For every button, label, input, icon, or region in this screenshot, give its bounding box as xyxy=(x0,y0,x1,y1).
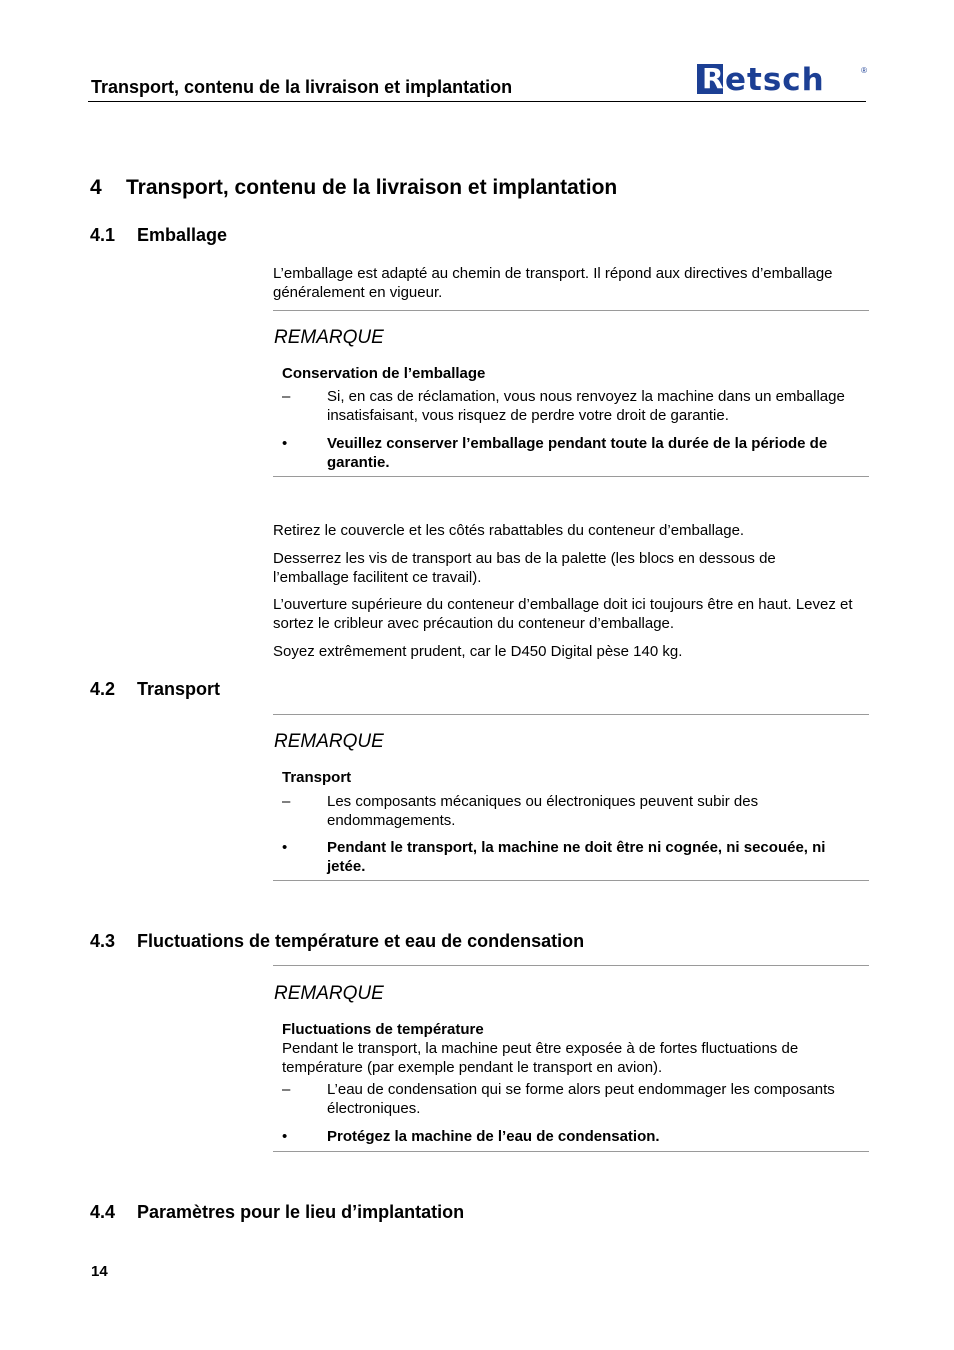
note-bullet-item: Protégez la machine de l’eau de condensation. xyxy=(327,1128,660,1145)
dash-marker: – xyxy=(282,388,291,405)
section-heading-4-1 xyxy=(90,225,227,246)
note-bottom-rule xyxy=(273,880,869,881)
section-number: 4.1 xyxy=(90,225,116,245)
retsch-logo xyxy=(697,62,865,98)
paragraph: Soyez extrêmement prudent, car le D450 Digital pèse 140 kg. xyxy=(273,643,683,660)
note-label: REMARQUE xyxy=(274,983,384,1004)
bullet-marker: • xyxy=(282,435,288,452)
section-title: Fluctuations de température et eau de condensation xyxy=(137,931,585,951)
paragraph: Retirez le couvercle et les côtés rabattables du conteneur d’emballage. xyxy=(273,522,745,539)
note-label: REMARQUE xyxy=(274,327,384,348)
section-heading-4-3 xyxy=(90,931,584,952)
note-label: REMARQUE xyxy=(274,731,384,752)
note-bullet-item: Veuillez conserver l’emballage pendant toute la durée de la période de garantie. xyxy=(327,435,828,471)
note-top-rule xyxy=(273,965,869,966)
section-title: Transport xyxy=(137,679,221,699)
chapter-title: Transport, contenu de la livraison et implantation xyxy=(126,176,618,199)
note-bottom-rule xyxy=(273,476,869,477)
logo-mark xyxy=(697,64,723,94)
dash-marker: – xyxy=(282,793,291,810)
paragraph: L’ouverture supérieure du conteneur d’emballage doit ici toujours être en haut. Levez et sortez le cribleur avec précaution du conteneur d’emballage. xyxy=(273,596,853,632)
bullet-marker: • xyxy=(282,839,288,856)
section-number: 4.4 xyxy=(90,1202,116,1222)
section-number: 4.2 xyxy=(90,679,116,699)
note-dash-item: Si, en cas de réclamation, vous nous renvoyez la machine dans un emballage insatisfaisant, vous risquez de perdre votre droit de garantie. xyxy=(327,388,845,424)
section-heading-4-2 xyxy=(90,679,220,700)
note-bottom-rule xyxy=(273,1151,869,1152)
note-top-rule xyxy=(273,310,869,311)
page-number: 14 xyxy=(91,1263,108,1280)
note-title: Fluctuations de température xyxy=(282,1021,484,1038)
note-bullet-item: Pendant le transport, la machine ne doit être ni cognée, ni secouée, ni jetée. xyxy=(327,839,826,875)
chapter-number: 4 xyxy=(90,176,102,199)
section-title: Paramètres pour le lieu d’implantation xyxy=(137,1202,465,1222)
note-dash-item: Les composants mécaniques ou électroniques peuvent subir des endommagements. xyxy=(327,793,759,829)
header-rule xyxy=(88,101,866,102)
note-title: Conservation de l’emballage xyxy=(282,365,486,382)
section-title: Emballage xyxy=(137,225,228,245)
section-heading-4-4 xyxy=(90,1202,464,1223)
chapter-heading xyxy=(90,176,617,200)
registered-mark: ® xyxy=(861,66,867,75)
section-number: 4.3 xyxy=(90,931,116,951)
note-title: Transport xyxy=(282,769,352,786)
logo-wordmark: etsch xyxy=(725,62,825,98)
logo-letter: R xyxy=(702,62,724,95)
running-header: Transport, contenu de la livraison et implantation xyxy=(91,77,513,97)
dash-marker: – xyxy=(282,1081,291,1098)
paragraph: Desserrez les vis de transport au bas de la palette (les blocs en dessous de l’emballage facilitent ce travail). xyxy=(273,550,776,586)
bullet-marker: • xyxy=(282,1128,288,1145)
paragraph-intro: L’emballage est adapté au chemin de transport. Il répond aux directives d’emballage généralement en vigueur. xyxy=(273,265,833,301)
note-body: Pendant le transport, la machine peut être exposée à de fortes fluctuations de température (par exemple pendant le transport en avion). xyxy=(282,1040,799,1076)
note-top-rule xyxy=(273,714,869,715)
note-dash-item: L’eau de condensation qui se forme alors peut endommager les composants électroniques. xyxy=(327,1081,835,1117)
